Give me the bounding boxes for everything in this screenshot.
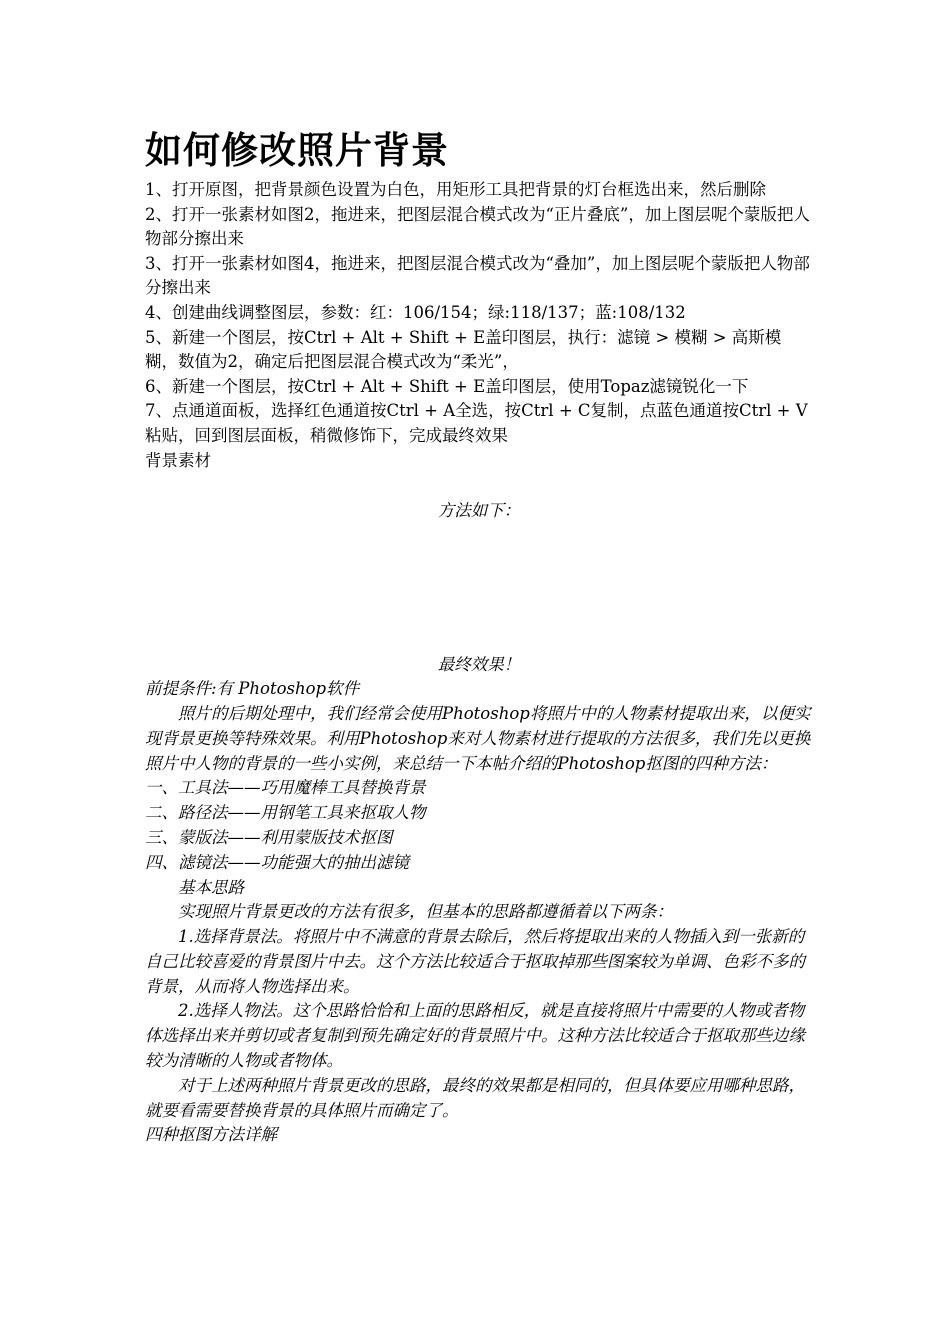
page-title: 如何修改照片背景	[145, 128, 449, 172]
point-1: 1.选择背景法。将照片中不满意的背景去除后，然后将提取出来的人物插入到一张新的自己比较喜爱的背景图片中去。这个方法比较适合于抠取掉那些图案较为单调、色彩不多的背景，从而将人物选择出来。	[145, 927, 805, 996]
conclusion: 对于上述两种照片背景更改的思路，最终的效果都是相同的，但具体要应用哪种思路，就要看需要替换背景的具体照片而确定了。	[145, 1075, 805, 1120]
step-5: 5、新建一个图层，按Ctrl + Alt + Shift + E盖印图层，执行：滤镜 > 模糊 > 高斯模糊，数值为2，确定后把图层混合模式改为“柔光”，	[145, 327, 782, 372]
point-2: 2.选择人物法。这个思路恰恰和上面的思路相反，就是直接将照片中需要的人物或者物体选择出来并剪切或者复制到预先确定好的背景照片中。这种方法比较适合于抠取那些边缘较为清晰的人物或者物体。	[145, 1001, 805, 1071]
step-2: 2、打开一张素材如图2，拖进来，把图层混合模式改为“正片叠底”，加上图层呢个蒙版把人物部分擦出来	[145, 204, 810, 249]
prerequisite: 前提条件:有 Photoshop软件	[145, 679, 360, 699]
method-item-2: 二、路径法——用钢笔工具来抠取人物	[145, 803, 426, 823]
basic-heading: 基本思路	[178, 877, 244, 897]
method-item-1: 一、工具法——巧用魔棒工具替换背景	[145, 778, 426, 798]
final-effect-caption: 最终效果！	[437, 655, 521, 675]
background-material-label: 背景素材	[145, 450, 211, 470]
step-7: 7、点通道面板，选择红色通道按Ctrl + A全选，按Ctrl + C复制，点蓝色通道按Ctrl + V粘贴，回到图层面板，稍微修饰下，完成最终效果	[145, 401, 808, 445]
basic-intro: 实现照片背景更改的方法有很多，但基本的思路都遵循着以下两条：	[178, 902, 673, 922]
document-page	[145, 126, 813, 1148]
step-6: 6、新建一个图层，按Ctrl + Alt + Shift + E盖印图层，使用Topaz滤镜锐化一下	[145, 376, 749, 396]
method-item-3: 三、蒙版法——利用蒙版技术抠图	[145, 827, 393, 847]
step-4: 4、创建曲线调整图层，参数：红：106/154；绿:118/137；蓝:108/132	[145, 302, 686, 322]
method-item-4: 四、滤镜法——功能强大的抽出滤镜	[145, 852, 409, 872]
method-caption: 方法如下：	[437, 501, 521, 521]
steps-list	[145, 178, 813, 473]
step-1: 1、打开原图，把背景颜色设置为白色，用矩形工具把背景的灯台框选出来，然后删除	[145, 180, 766, 199]
article-body	[145, 677, 813, 1148]
step-3: 3、打开一张素材如图4，拖进来，把图层混合模式改为“叠加”，加上图层呢个蒙版把人物部分擦出来	[145, 253, 810, 298]
intro-paragraph: 照片的后期处理中，我们经常会使用Photoshop将照片中的人物素材提取出来，以便实现背景更换等特殊效果。利用Photoshop来对人物素材进行提取的方法很多，我们先以更换照片中人物的背景的一些小实例，来总结一下本帖介绍的Photoshop抠图的四种方法：	[145, 703, 811, 773]
detail-heading: 四种抠图方法详解	[145, 1125, 277, 1145]
